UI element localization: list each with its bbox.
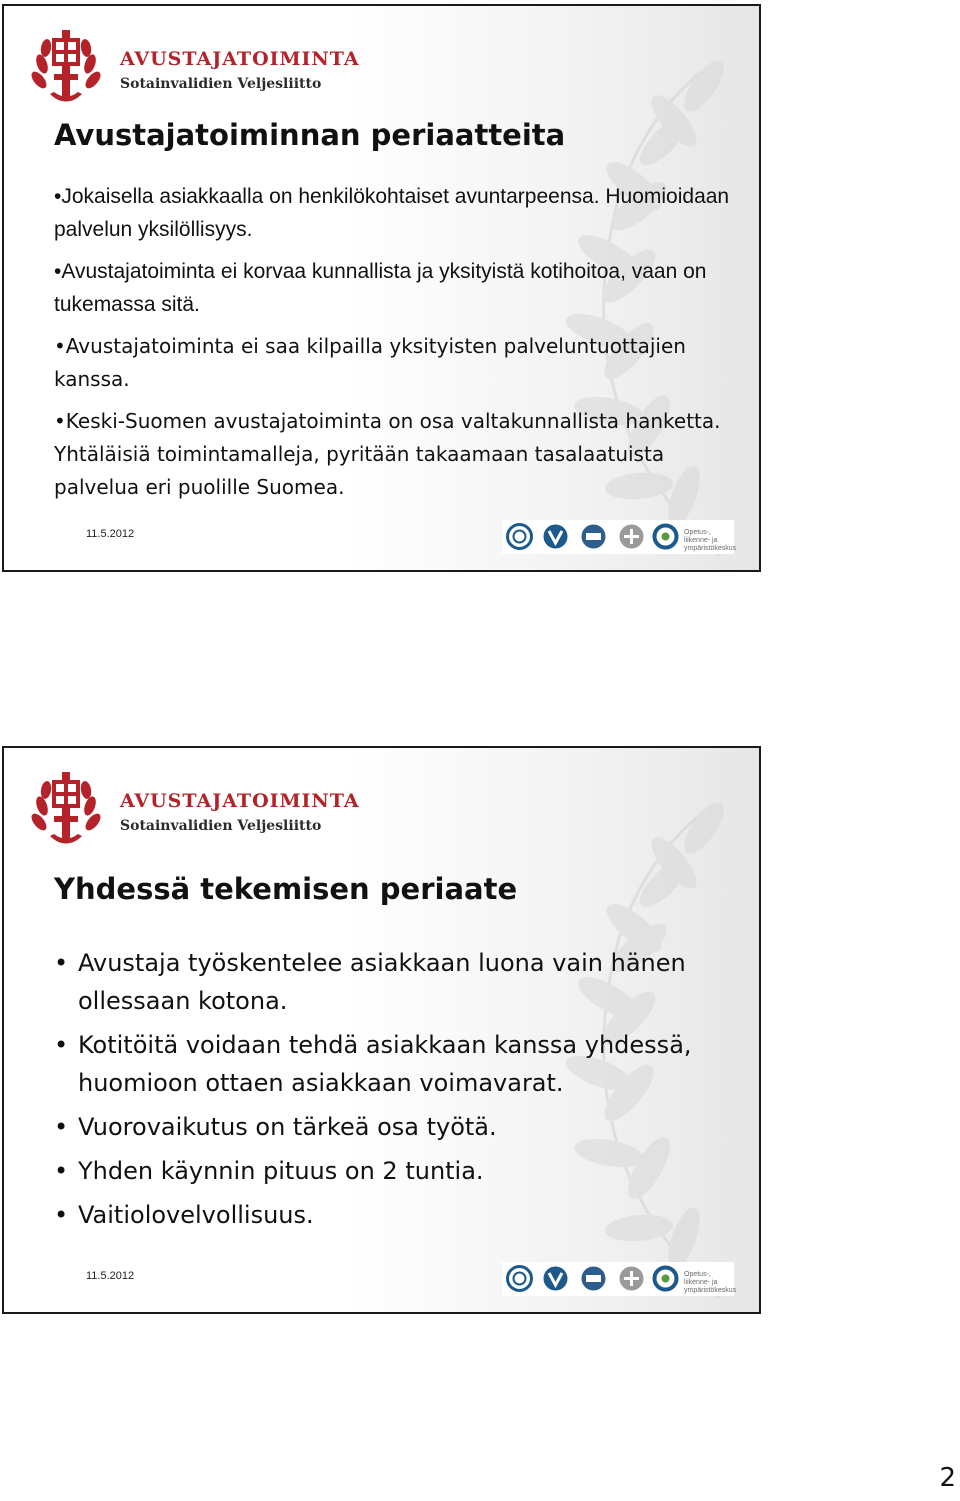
organization-logo <box>30 770 360 850</box>
partner-logos <box>502 520 737 554</box>
bullet-list <box>54 944 744 1240</box>
slide-title: Yhdessä tekemisen periaate <box>54 872 518 906</box>
sword-cross-emblem-icon <box>30 28 102 106</box>
partner-emblem-icon <box>618 1265 645 1292</box>
bullet-item: • Vuorovaikutus on tärkeä osa työtä. <box>54 1108 744 1146</box>
slide-2 <box>2 746 761 1314</box>
partner-emblem-icon <box>618 523 645 550</box>
logo-subtitle: Sotainvalidien Veljesliitto <box>120 76 322 92</box>
sword-cross-emblem-icon <box>30 770 102 848</box>
bullet-item: • Jokaisella asiakkaalla on henkilökohtaiset avuntarpeensa. Huomioidaan palvelun yksilöllisyys. <box>54 180 744 246</box>
partner-emblem-icon <box>652 523 679 550</box>
bullet-list <box>54 180 744 513</box>
bullet-item: • Avustaja työskentelee asiakkaan luona vain hänen ollessaan kotona. <box>54 944 744 1020</box>
bullet-item: • Kotitöitä voidaan tehdä asiakkaan kanssa yhdessä, huomioon ottaen asiakkaan voimavarat. <box>54 1026 744 1102</box>
bullet-item: • Vaitiolovelvollisuus. <box>54 1196 744 1234</box>
partner-emblem-icon <box>652 1265 679 1292</box>
bullet-item: • Avustajatoiminta ei saa kilpailla yksityisten palveluntuottajien kanssa. <box>54 330 744 396</box>
logo-title: AVUSTAJATOIMINTA <box>120 790 360 812</box>
partner-emblem-icon <box>580 523 607 550</box>
logo-subtitle: Sotainvalidien Veljesliitto <box>120 818 322 834</box>
slide-date: 11.5.2012 <box>86 528 135 540</box>
partner-logo-text: Opetus-, liikenne- ja ympäristökeskus <box>684 1271 737 1294</box>
slide-title: Avustajatoiminnan periaatteita <box>54 118 566 152</box>
bullet-item: • Avustajatoiminta ei korvaa kunnallista ja yksityistä kotihoitoa, vaan on tukemassa sitä. <box>54 255 744 321</box>
logo-title: AVUSTAJATOIMINTA <box>120 48 360 70</box>
partner-emblem-icon <box>542 1265 569 1292</box>
partner-emblem-icon <box>506 1265 533 1292</box>
bullet-item: • Keski-Suomen avustajatoiminta on osa valtakunnallista hanketta. Yhtäläisiä toimintamalleja, pyritään takaamaan tasalaatuista palvelua eri puolille Suomea. <box>54 405 744 504</box>
slide-date: 11.5.2012 <box>86 1270 135 1282</box>
partner-emblem-icon <box>506 523 533 550</box>
partner-emblem-icon <box>580 1265 607 1292</box>
partner-emblem-icon <box>542 523 569 550</box>
partner-logos <box>502 1262 737 1296</box>
organization-logo <box>30 28 360 108</box>
slide-1 <box>2 4 761 572</box>
partner-logo-text: Opetus-, liikenne- ja ympäristökeskus <box>684 529 737 552</box>
bullet-item: • Yhden käynnin pituus on 2 tuntia. <box>54 1152 744 1190</box>
page-number: 2 <box>939 1463 956 1493</box>
